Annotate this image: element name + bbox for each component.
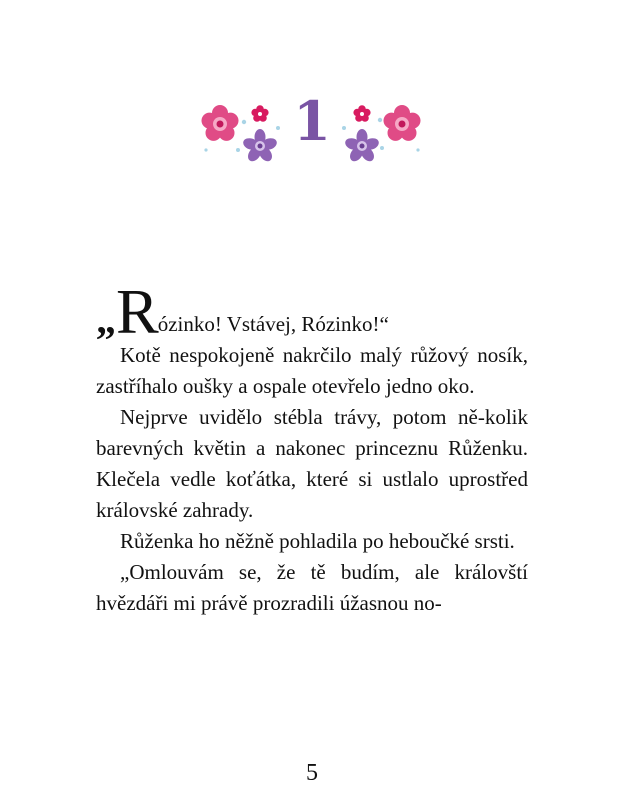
- chapter-text: [96, 276, 528, 619]
- dropcap-quote: „: [96, 297, 116, 342]
- paragraph: Kotě nespokojeně nakrčilo malý růžový nosík, zastříhalo oušky a ospale otevřelo jedno oko.: [96, 343, 528, 398]
- paragraph: Nejprve uvidělo stébla trávy, potom ně-kolik barevných květin a nakonec princeznu Růženku. Klečela vedle koťátka, které si ustlalo uprostřed královské zahrady.: [96, 405, 528, 522]
- first-paragraph: [96, 276, 528, 347]
- flowers-ornament-left-icon: [196, 88, 286, 168]
- page-number: 5: [306, 760, 318, 786]
- paragraph: „Omlouvám se, že tě budím, ale královští hvězdáři mi právě prozradili úžasnou no-: [96, 560, 528, 615]
- flowers-ornament-right-icon: [338, 88, 428, 168]
- paragraph: Růženka ho něžně pohladila po heboučké srsti.: [120, 529, 515, 553]
- chapter-number: 1: [293, 89, 331, 153]
- chapter-heading: [0, 88, 624, 178]
- dropcap-letter: R: [116, 276, 158, 347]
- first-line-text: ózinko! Vstávej, Rózinko!“: [157, 312, 389, 336]
